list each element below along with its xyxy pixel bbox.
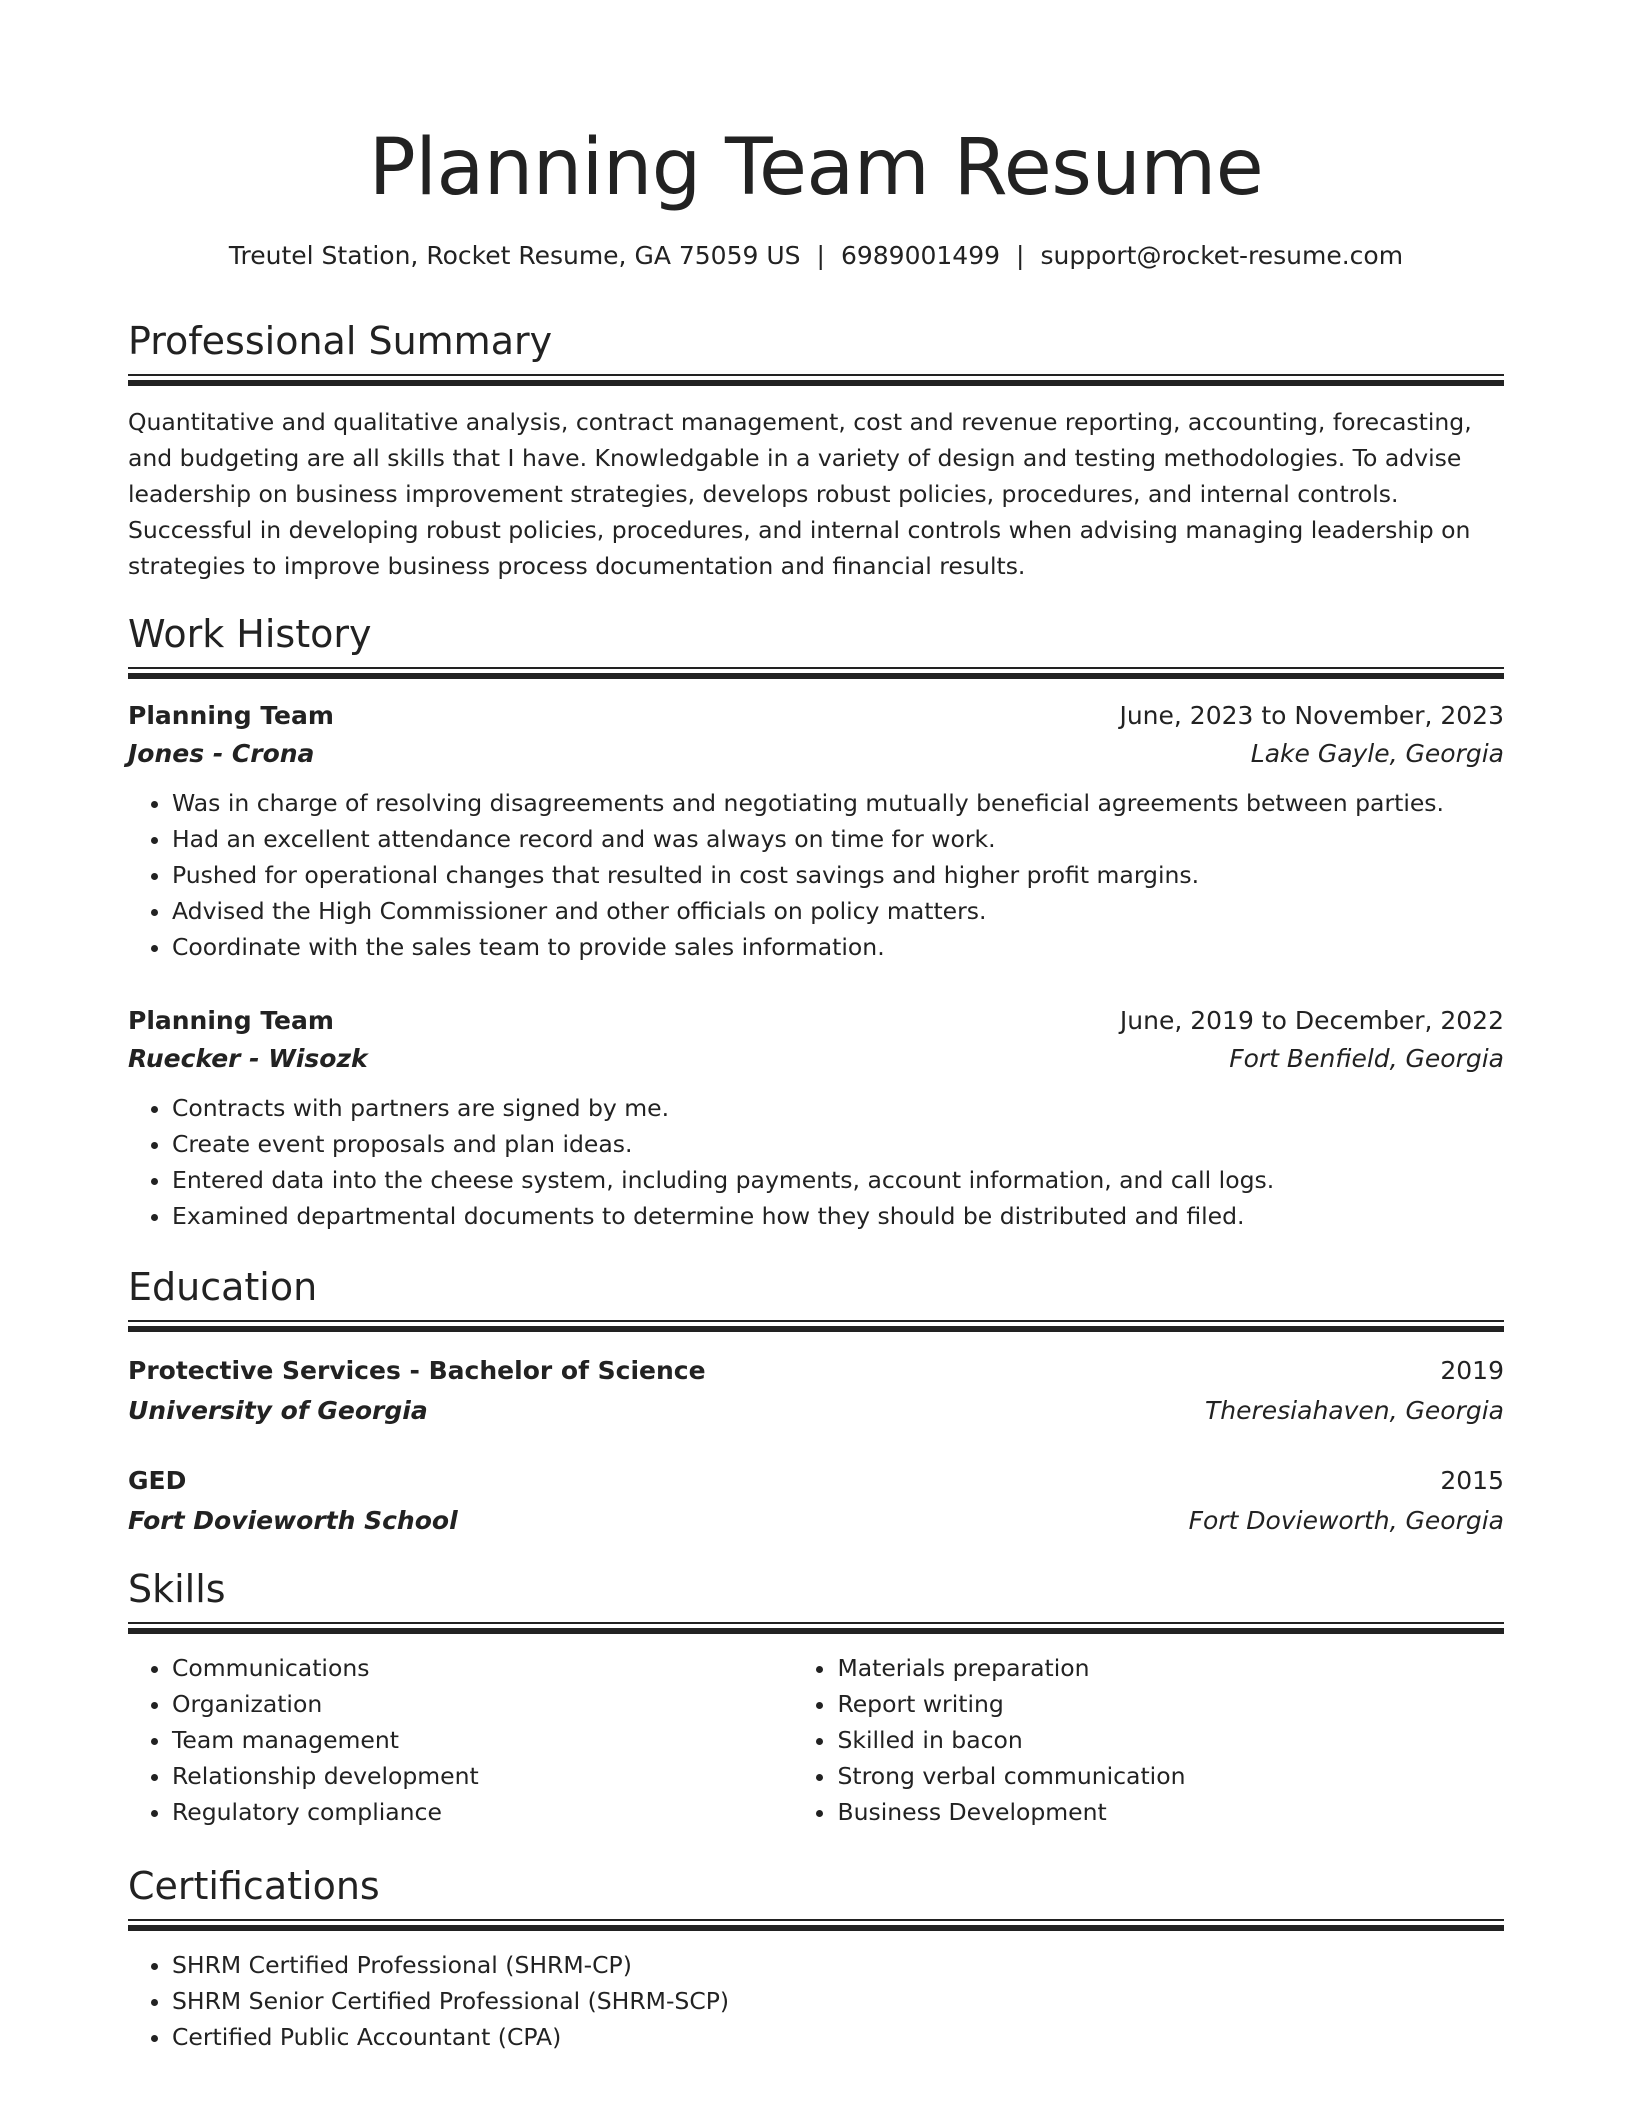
contact-separator: |	[816, 241, 825, 270]
contact-separator: |	[1016, 241, 1025, 270]
skills-list-left	[128, 1650, 793, 1830]
skills-columns	[128, 1650, 1504, 1830]
list-item: • Strong verbal communication	[837, 1758, 1504, 1794]
job-entry	[128, 1002, 1504, 1234]
contact-line	[128, 238, 1504, 274]
education-entry	[128, 1352, 1504, 1430]
resume-name: Planning Team Resume	[368, 123, 1264, 213]
list-item: • Examined departmental documents to determine how they should be distributed and filed.	[172, 1198, 1504, 1234]
job-company: Ruecker - Wisozk	[128, 1044, 368, 1073]
list-item: • Relationship development	[172, 1758, 793, 1794]
list-item: • Was in charge of resolving disagreements and negotiating mutually beneficial agreements between parties.	[172, 785, 1504, 821]
list-item: • Regulatory compliance	[172, 1794, 793, 1830]
list-item: • Skilled in bacon	[837, 1722, 1504, 1758]
job-dates: June, 2023 to November, 2023	[1119, 701, 1504, 730]
skills-section	[128, 1564, 1504, 1830]
section-divider	[128, 1320, 1504, 1334]
list-item: • Coordinate with the sales team to provide sales information.	[172, 929, 1504, 965]
section-title: Work History	[128, 612, 372, 656]
job-location: Fort Benfield, Georgia	[1229, 1044, 1504, 1073]
school-name: University of Georgia	[128, 1396, 428, 1425]
list-item: • Entered data into the cheese system, including payments, account information, and call logs.	[172, 1162, 1504, 1198]
job-dates: June, 2019 to December, 2022	[1119, 1006, 1504, 1035]
skills-list-right	[793, 1650, 1504, 1830]
section-title: Skills	[128, 1567, 226, 1611]
job-bullets	[128, 1090, 1504, 1234]
list-item: • SHRM Certified Professional (SHRM-CP)	[172, 1947, 1504, 1983]
section-title: Professional Summary	[128, 319, 553, 363]
list-item: • SHRM Senior Certified Professional (SHRM-SCP)	[172, 1983, 1504, 2019]
section-divider	[128, 374, 1504, 388]
summary-section	[128, 316, 1504, 584]
list-item: • Create event proposals and plan ideas.	[172, 1126, 1504, 1162]
section-title: Certifications	[128, 1864, 380, 1908]
section-divider	[128, 1919, 1504, 1933]
list-item: • Business Development	[837, 1794, 1504, 1830]
list-item: • Advised the High Commissioner and other officials on policy matters.	[172, 893, 1504, 929]
job-bullets	[128, 785, 1504, 965]
section-title: Education	[128, 1265, 318, 1309]
education-year: 2015	[1440, 1466, 1504, 1495]
school-location: Fort Dovieworth, Georgia	[1188, 1506, 1504, 1535]
education-entry	[128, 1462, 1504, 1540]
job-company: Jones - Crona	[128, 739, 315, 768]
degree: Protective Services - Bachelor of Science	[128, 1356, 706, 1385]
section-divider	[128, 667, 1504, 681]
school-name: Fort Dovieworth School	[128, 1506, 458, 1535]
school-location: Theresiahaven, Georgia	[1205, 1396, 1504, 1425]
section-divider	[128, 1622, 1504, 1636]
contact-phone: 6989001499	[840, 241, 1001, 270]
summary-text: Quantitative and qualitative analysis, contract management, cost and revenue reporting, accounting, forecasting, and budgeting are all skills that I have. Knowledgable in a variety of design and testing methodologies. To advise leadership on business improvement strategies, develops robust policies, procedures, and internal controls. Successful in developing robust policies, procedures, and internal controls when advising managing leadership on strategies to improve business process documentation and financial results.	[128, 408, 1472, 580]
contact-address: Treutel Station, Rocket Resume, GA 75059 US	[228, 241, 801, 270]
contact-email: support@rocket-resume.com	[1040, 241, 1404, 270]
list-item: • Certified Public Accountant (CPA)	[172, 2019, 1504, 2055]
education-section	[128, 1262, 1504, 1334]
list-item: • Team management	[172, 1722, 793, 1758]
list-item: • Contracts with partners are signed by me.	[172, 1090, 1504, 1126]
job-entry	[128, 697, 1504, 965]
certifications-list	[128, 1947, 1504, 2055]
list-item: • Report writing	[837, 1686, 1504, 1722]
list-item: • Materials preparation	[837, 1650, 1504, 1686]
job-title: Planning Team	[128, 1006, 334, 1035]
education-year: 2019	[1440, 1356, 1504, 1385]
job-location: Lake Gayle, Georgia	[1250, 739, 1504, 768]
list-item: • Organization	[172, 1686, 793, 1722]
certifications-section	[128, 1861, 1504, 2055]
work-history-section	[128, 609, 1504, 681]
list-item: • Communications	[172, 1650, 793, 1686]
list-item: • Had an excellent attendance record and was always on time for work.	[172, 821, 1504, 857]
job-title: Planning Team	[128, 701, 334, 730]
list-item: • Pushed for operational changes that resulted in cost savings and higher profit margins.	[172, 857, 1504, 893]
degree: GED	[128, 1466, 187, 1495]
